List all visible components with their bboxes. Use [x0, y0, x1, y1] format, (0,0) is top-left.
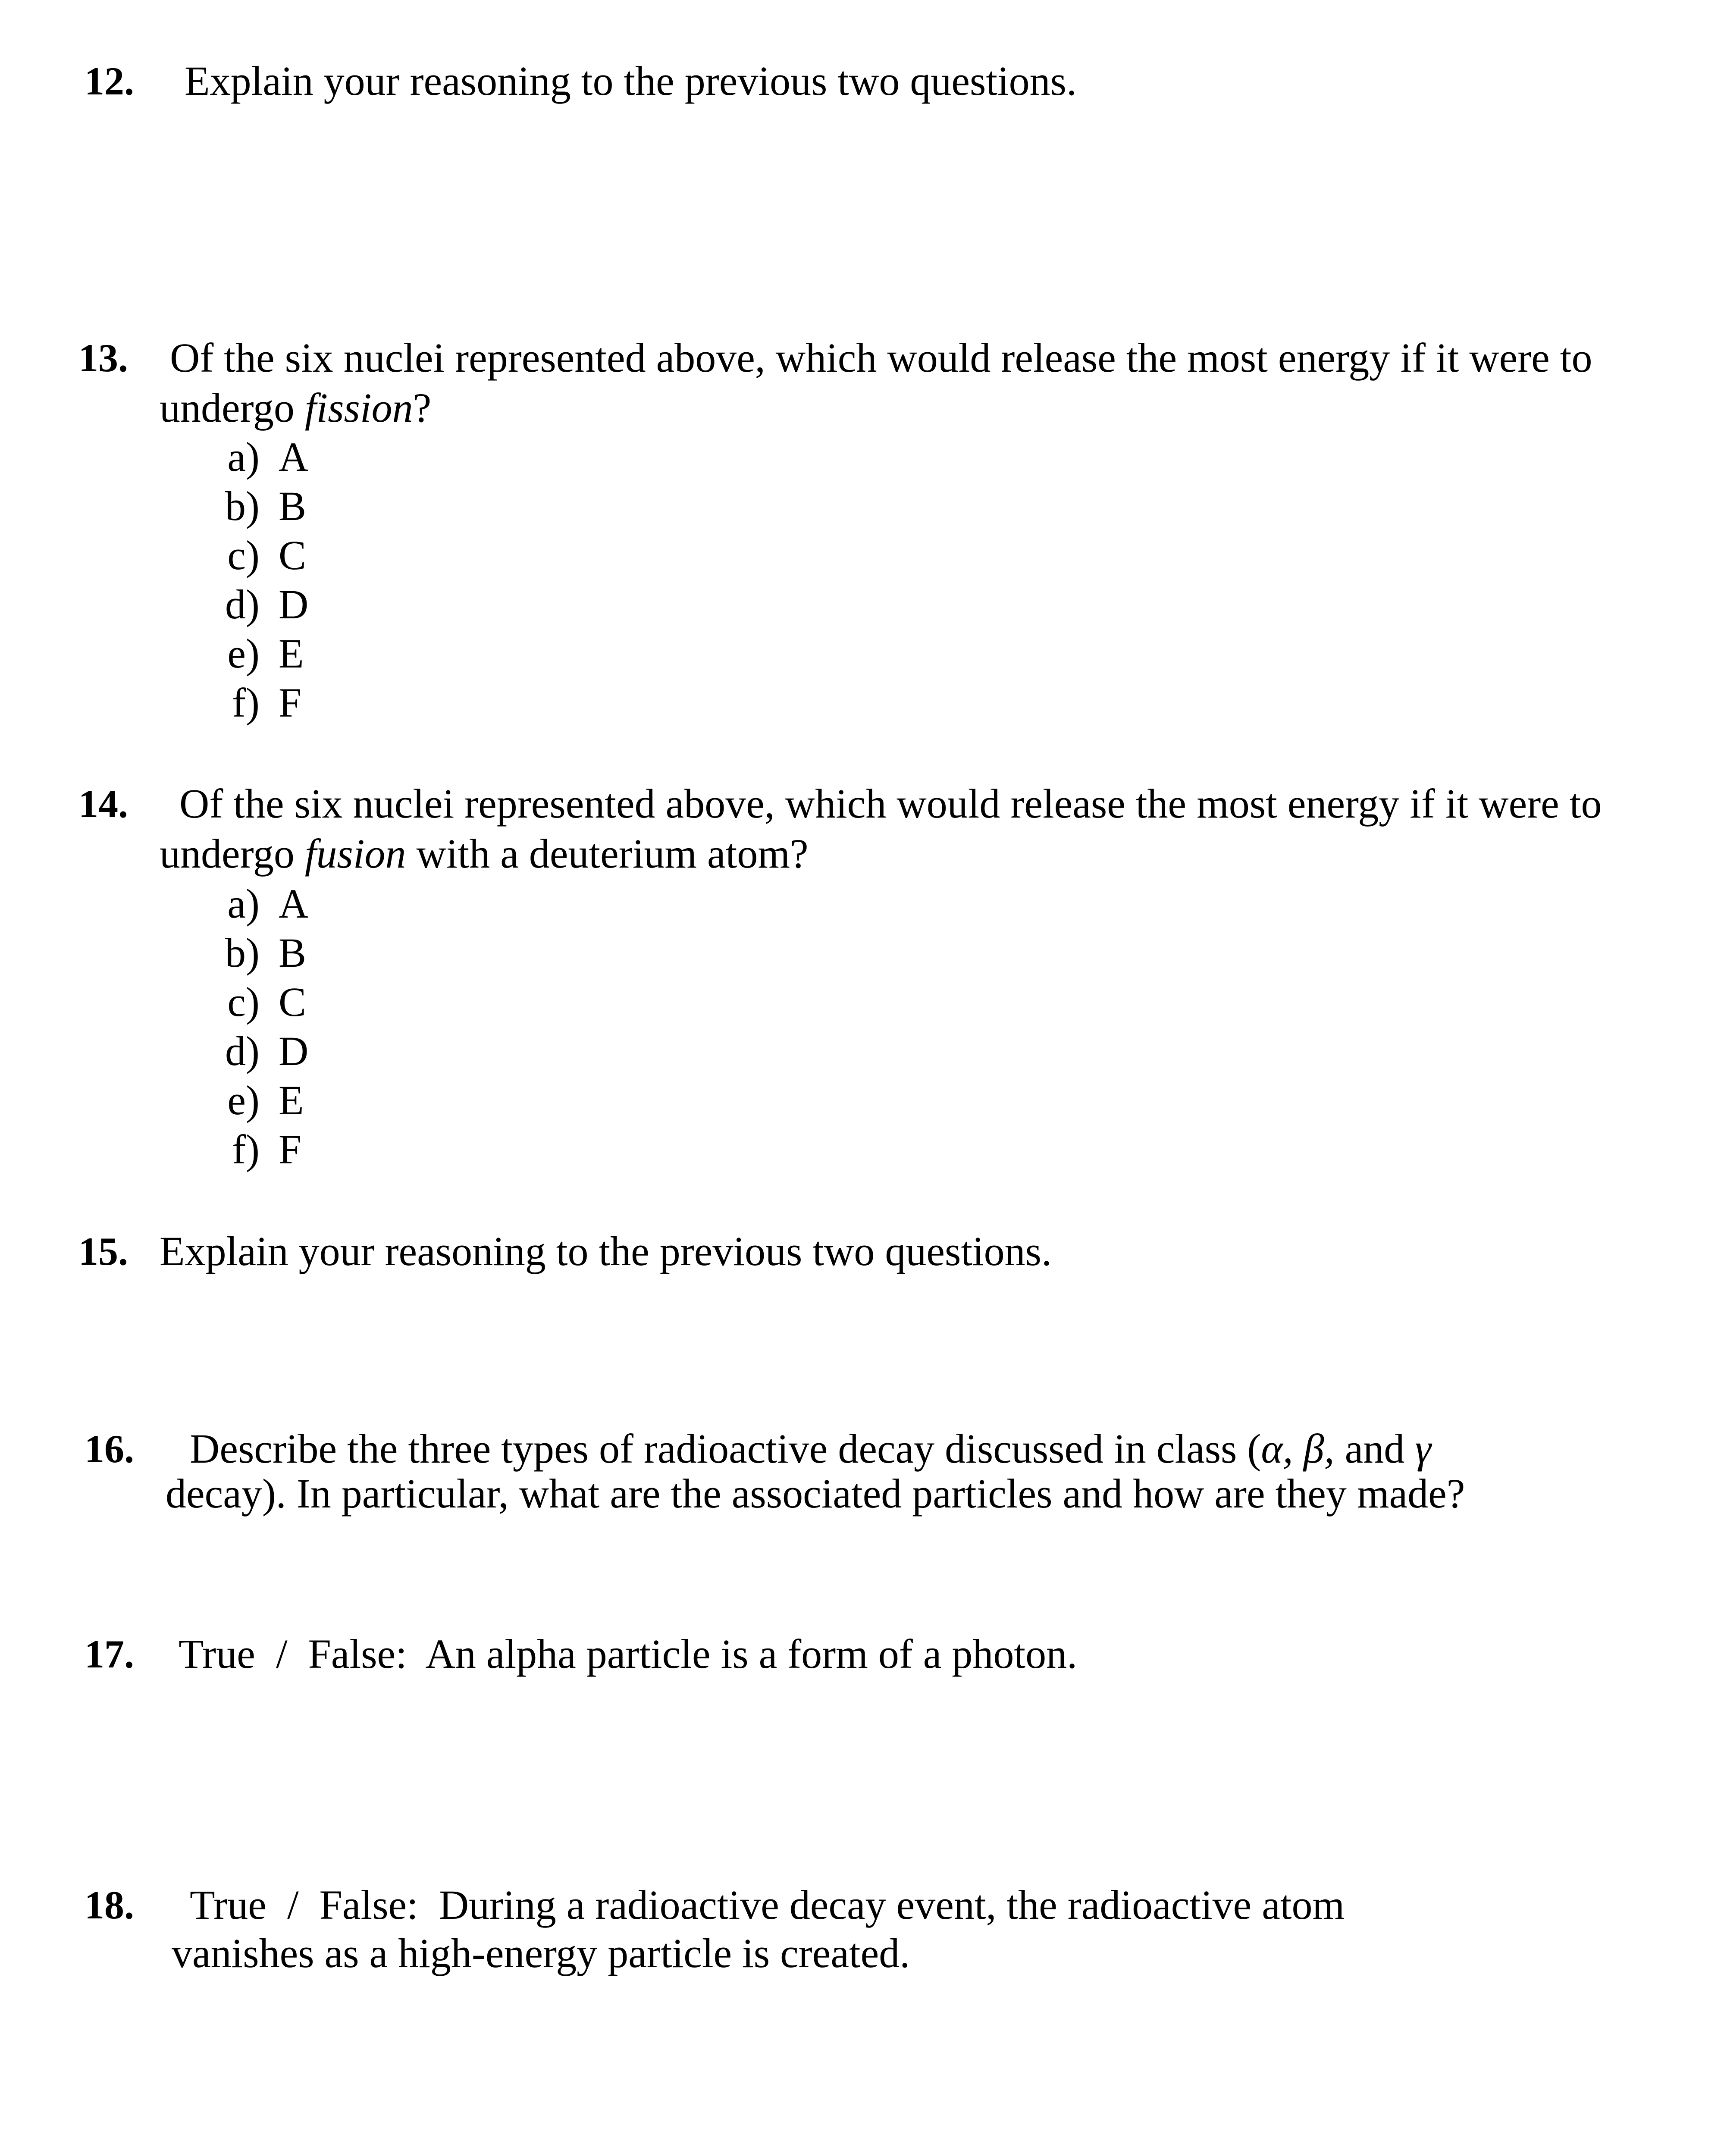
question-16-line-2: decay). In particular, what are the associated particles and how are they made? — [166, 1470, 1465, 1517]
question-15-text: Explain your reasoning to the previous two questions. — [160, 1228, 1052, 1274]
question-number-16: 16. — [85, 1427, 134, 1471]
question-number-15: 15. — [78, 1229, 128, 1273]
question-14-line-2-pre: undergo — [160, 830, 305, 877]
question-16-line-1-pre: Describe the three types of radioactive decay discussed in class ( — [190, 1426, 1261, 1472]
question-14-line-2-post: with a deuterium atom? — [406, 830, 809, 877]
question-18-line-2: vanishes as a high-energy particle is created. — [172, 1930, 910, 1976]
option-value: D — [279, 581, 309, 627]
question-14-option-d[interactable] — [185, 1025, 308, 1077]
question-13-option-f[interactable] — [185, 677, 301, 729]
option-value: A — [279, 434, 309, 480]
question-14-emphasis: fusion — [304, 830, 406, 877]
question-14-option-e[interactable] — [185, 1075, 304, 1126]
question-13-emphasis: fission — [304, 385, 413, 431]
question-18-line-1: True / False: During a radioactive decay event, the radioactive atom — [190, 1882, 1345, 1928]
question-number-12: 12. — [85, 59, 134, 103]
question-13-option-d[interactable] — [185, 579, 308, 630]
question-13-option-b[interactable] — [185, 480, 306, 532]
question-13-option-a[interactable] — [185, 431, 308, 483]
option-value: F — [279, 1126, 302, 1172]
option-value: C — [279, 532, 307, 578]
question-number-13: 13. — [78, 336, 128, 380]
option-letter: d) — [225, 581, 260, 627]
question-13-line-2-pre: undergo — [160, 385, 305, 431]
option-value: B — [279, 930, 307, 976]
question-14-option-a[interactable] — [185, 878, 308, 930]
option-letter: d) — [225, 1028, 260, 1074]
question-14-line-1: Of the six nuclei represented above, which would release the most energy if it were to — [179, 780, 1602, 827]
question-13-line-2-post: ? — [413, 385, 432, 431]
question-17-text: True / False: An alpha particle is a form of a photon. — [179, 1631, 1078, 1677]
alpha-symbol: α, — [1261, 1426, 1293, 1472]
question-13-line-1: Of the six nuclei represented above, which would release the most energy if it were to — [170, 335, 1592, 381]
question-13-line-2 — [160, 382, 431, 434]
option-value: D — [279, 1028, 309, 1074]
option-value: E — [279, 630, 304, 677]
beta-symbol: β, — [1303, 1426, 1335, 1472]
question-number-18: 18. — [85, 1883, 134, 1927]
question-13-option-c[interactable] — [185, 530, 306, 581]
gamma-symbol: γ — [1415, 1426, 1432, 1472]
question-number-17: 17. — [85, 1632, 134, 1676]
option-letter: f) — [232, 1126, 260, 1172]
question-14-option-c[interactable] — [185, 976, 306, 1028]
option-letter: b) — [225, 930, 260, 976]
question-16-and: and — [1334, 1426, 1415, 1472]
option-value: A — [279, 881, 309, 927]
question-number-14: 14. — [78, 782, 128, 826]
option-letter: f) — [232, 680, 260, 726]
option-letter: a) — [227, 881, 260, 927]
option-letter: e) — [227, 630, 260, 677]
option-letter: b) — [225, 483, 260, 529]
option-value: B — [279, 483, 307, 529]
question-14-line-2 — [160, 828, 809, 880]
question-13-option-e[interactable] — [185, 628, 304, 680]
option-value: E — [279, 1077, 304, 1123]
option-letter: c) — [227, 532, 260, 578]
option-letter: c) — [227, 979, 260, 1025]
question-14-option-f[interactable] — [185, 1124, 301, 1175]
question-12-text: Explain your reasoning to the previous two questions. — [185, 58, 1077, 104]
option-value: C — [279, 979, 307, 1025]
option-letter: e) — [227, 1077, 260, 1123]
option-letter: a) — [227, 434, 260, 480]
option-value: F — [279, 680, 302, 726]
question-16-line-1 — [190, 1423, 1431, 1475]
question-14-option-b[interactable] — [185, 927, 306, 979]
